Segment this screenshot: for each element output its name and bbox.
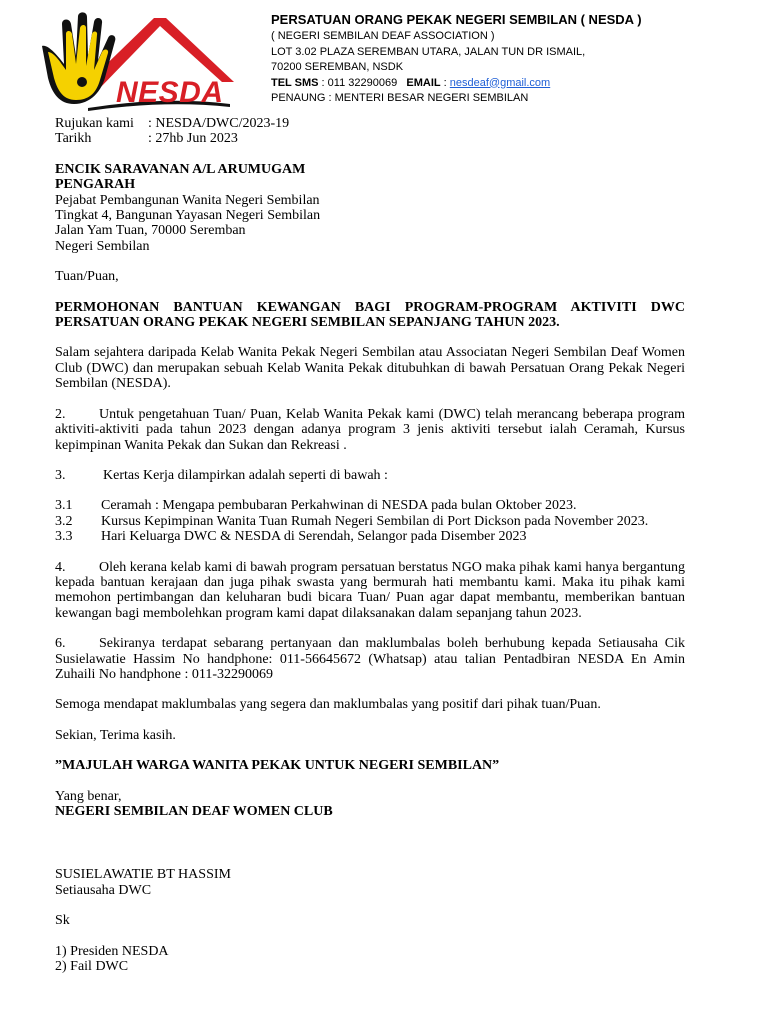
organization-english-name: ( NEGERI SEMBILAN DEAF ASSOCIATION ) — [271, 30, 495, 42]
cc-label: Sk — [55, 913, 70, 929]
paragraph-thanks: Sekian, Terima kasih. — [55, 727, 176, 743]
paragraph-3-number: 3. — [55, 467, 66, 483]
paragraph-intro: Salam sejahtera daripada Kelab Wanita Pekak Negeri Sembilan atau Associatan Negeri Sembilan Deaf Women Club (DWC) dan merupakan sebuah Kelab Wanita Pekak ditubuhkan di bawah Persatuan Orang Pekak Negeri Sembilan (NESDA). — [55, 345, 685, 392]
address-line-1: LOT 3.02 PLAZA SEREMBAN UTARA, JALAN TUN DR ISMAIL, — [271, 45, 586, 58]
salutation: Tuan/Puan, — [55, 269, 119, 285]
list-item-text: Ceramah : Mengapa pembubaran Perkahwinan di NESDA pada bulan Oktober 2023. — [101, 498, 577, 514]
list-item — [55, 498, 685, 513]
list-item-number: 3.2 — [55, 513, 73, 529]
email-separator: : — [440, 76, 450, 89]
slogan: ”MAJULAH WARGA WANITA PEKAK UNTUK NEGERI SEMBILAN” — [55, 758, 500, 774]
paragraph-2-text: Untuk pengetahuan Tuan/ Puan, Kelab Wanita Pekak kami (DWC) telah merancang beberapa program aktiviti-aktiviti pada tahun 2023 dengan adanya program 3 jenis aktiviti tersebut ialah Ceramah, Kursus kepimpinan Wanita Pekak dan Sukan dan Rekreasi . — [55, 406, 685, 453]
closing-club: NEGERI SEMBILAN DEAF WOMEN CLUB — [55, 804, 333, 819]
paragraph-hope: Semoga mendapat maklumbalas yang segera dan maklumbalas yang positif dari pihak tuan/Puan. — [55, 697, 601, 713]
nesda-logo — [24, 12, 256, 112]
reference-label: Rujukan kami — [55, 116, 134, 131]
paragraph-6-text: Sekiranya terdapat sebarang pertanyaan dan maklumbalas boleh berhubung kepada Setiausaha Cik Susielawatie Hassim No handphone: 011-56645672 (Whatsap) atau talian Pentadbiran NESDA En Amin Zuhaili No handphone : 011-32290069 — [55, 636, 685, 682]
logo-text: NESDA — [116, 76, 224, 109]
logo-hand-dot — [77, 77, 87, 87]
reference-value: : NESDA/DWC/2023-19 — [148, 116, 290, 131]
closing-yours: Yang benar, — [55, 788, 122, 804]
paragraph-6 — [55, 636, 685, 682]
cc-item: 2) Fail DWC — [55, 959, 129, 975]
paragraph-6-number: 6. — [55, 636, 66, 652]
recipient-address-2: Tingkat 4, Bangunan Yayasan Negeri Sembilan — [55, 208, 321, 224]
recipient-title: PENGARAH — [55, 177, 136, 193]
paragraph-4 — [55, 560, 685, 622]
address-line-2: 70200 SEREMBAN, NSDK — [271, 61, 404, 73]
signer-title: Setiausaha DWC — [55, 882, 152, 898]
cc-item: 1) Presiden NESDA — [55, 943, 169, 959]
list-item — [55, 514, 685, 529]
tel-label: TEL SMS — [271, 76, 319, 89]
list-item-number: 3.3 — [55, 529, 73, 545]
recipient-address-1: Pejabat Pembangunan Wanita Negeri Sembilan — [55, 192, 320, 208]
recipient-address-3: Jalan Yam Tuan, 70000 Seremban — [55, 223, 246, 239]
letterhead — [271, 10, 642, 107]
list-item-number: 3.1 — [55, 498, 73, 514]
tel-value: : 011 32290069 — [321, 76, 398, 89]
list-item-text: Kursus Kepimpinan Wanita Tuan Rumah Negeri Sembilan di Port Dickson pada November 2023. — [101, 513, 649, 529]
date-row — [55, 131, 685, 146]
date-label: Tarikh — [55, 131, 92, 147]
paragraph-3-text: Kertas Kerja dilampirkan adalah seperti di bawah : — [103, 467, 388, 483]
recipient-address-4: Negeri Sembilan — [55, 238, 150, 254]
email-link[interactable]: nesdeaf@gmail.com — [449, 76, 551, 89]
list-item-text: Hari Keluarga DWC & NESDA di Serendah, Selangor pada Disember 2023 — [101, 529, 527, 545]
signer-name: SUSIELAWATIE BT HASSIM — [55, 867, 231, 883]
subject-line: PERMOHONAN BANTUAN KEWANGAN BAGI PROGRAM-PROGRAM AKTIVITI DWC PERSATUAN ORANG PEKAK NEGERI SEMBILAN SEPANJANG TAHUN 2023. — [55, 299, 685, 331]
paragraph-4-number: 4. — [55, 559, 66, 575]
paragraph-3 — [55, 468, 685, 483]
list-item — [55, 529, 685, 544]
recipient-name: ENCIK SARAVANAN A/L ARUMUGAM — [55, 161, 306, 177]
paragraph-2 — [55, 407, 685, 453]
reference-row — [55, 116, 685, 131]
organization-name: PERSATUAN ORANG PEKAK NEGERI SEMBILAN ( NESDA ) — [271, 12, 642, 27]
letter-body — [55, 116, 685, 974]
date-value: : 27hb Jun 2023 — [148, 131, 238, 147]
contact-line — [271, 76, 642, 92]
paragraph-4-text: Oleh kerana kelab kami di bawah program persatuan berstatus NGO maka pihak kami hanya bergantung kepada bantuan kerajaan dan juga pihak swasta yang bermurah hati membantu kami. Maka itu pihak kami memohon pertimbangan dan keluharan budi bicara Tuan/ Puan agar dapat membantu, memberikan bantuan kewangan bagi membolehkan program kami dapat dilaksanakan dalam sepanjang tahun 2023. — [55, 559, 685, 621]
paragraph-2-number: 2. — [55, 406, 66, 422]
email-label: EMAIL — [406, 76, 441, 89]
patron-line: PENAUNG : MENTERI BESAR NEGERI SEMBILAN — [271, 92, 529, 104]
